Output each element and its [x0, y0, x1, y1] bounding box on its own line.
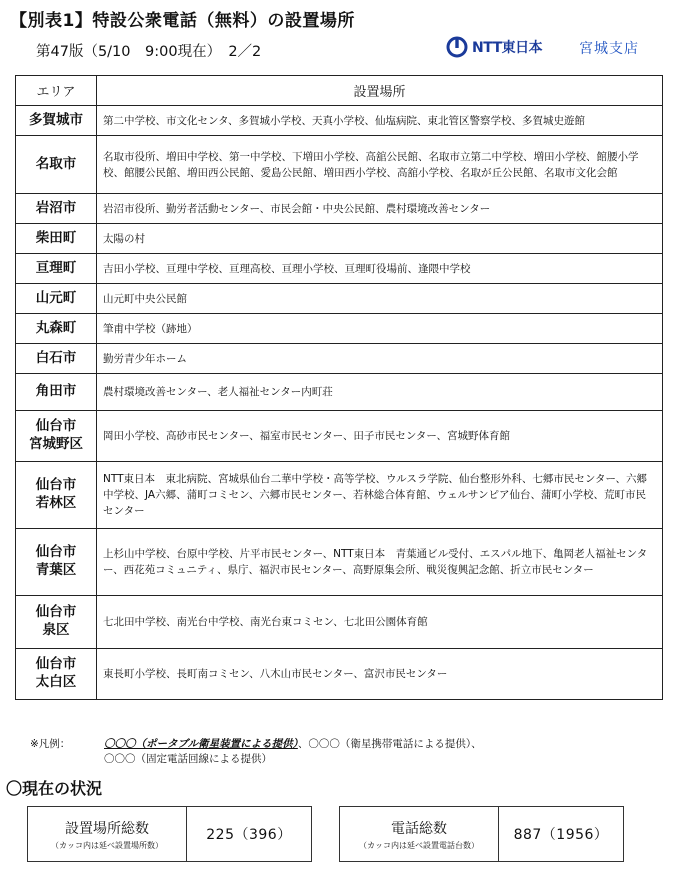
area-cell: 多賀城市	[16, 106, 97, 136]
table-row	[16, 462, 663, 529]
header-locations: 設置場所	[97, 76, 663, 106]
locations-cell: 太陽の村	[97, 224, 663, 254]
legend-separator: 、	[297, 738, 309, 750]
locations-cell: 筆甫中学校（跡地）	[97, 314, 663, 344]
table-row	[16, 649, 663, 700]
locations-cell: 勤労青少年ホーム	[97, 344, 663, 374]
sites-note: （カッコ内は延べ設置場所数）	[51, 840, 163, 850]
table-row	[16, 344, 663, 374]
table-row	[16, 106, 663, 136]
phones-label: 電話総数	[391, 820, 447, 837]
status-heading: 〇現在の状況	[6, 779, 103, 798]
header-area: エリア	[16, 76, 97, 106]
locations-cell: 東長町小学校、長町南コミセン、八木山市民センター、富沢市民センター	[97, 649, 663, 700]
area-cell: 亘理町	[16, 254, 97, 284]
phones-value: 887（1956）	[499, 807, 624, 862]
legend-line-1	[30, 737, 482, 752]
area-cell: 名取市	[16, 136, 97, 194]
area-cell: 仙台市 若林区	[16, 462, 97, 529]
ntt-logo-icon	[446, 36, 468, 58]
table-row	[16, 194, 663, 224]
area-cell: 仙台市 宮城野区	[16, 411, 97, 462]
locations-cell: 七北田中学校、南光台中学校、南光台東コミセン、七北田公園体育館	[97, 596, 663, 649]
table-row	[16, 411, 663, 462]
table-row	[16, 529, 663, 596]
legend-landline: 〇〇〇（固定電話回線による提供）	[104, 753, 272, 765]
locations-cell: 上杉山中学校、台原中学校、片平市民センター、NTT東日本 青葉通ビル受付、エスパル地下、亀岡老人福祉センター、西花苑コミュニティ、県庁、福沢市民センター、高野原集会所、戦災復興記念館、折立市民センター	[97, 529, 663, 596]
area-cell: 山元町	[16, 284, 97, 314]
sites-label-cell	[28, 807, 187, 862]
area-cell: 柴田町	[16, 224, 97, 254]
area-cell: 岩沼市	[16, 194, 97, 224]
phones-summary	[339, 806, 624, 862]
table-row	[16, 314, 663, 344]
table-header-row	[16, 76, 663, 106]
phones-label-cell	[340, 807, 499, 862]
legend-mobile: 〇〇〇（衛星携帯電話による提供）、	[308, 738, 482, 750]
area-cell: 仙台市 青葉区	[16, 529, 97, 596]
sites-value: 225（396）	[187, 807, 312, 862]
table-row	[16, 254, 663, 284]
table-row	[16, 136, 663, 194]
page-title: 【別表1】特設公衆電話（無料）の設置場所	[10, 11, 355, 31]
table-row	[16, 596, 663, 649]
area-cell: 仙台市 泉区	[16, 596, 97, 649]
branch-name: 宮城支店	[579, 41, 639, 57]
legend	[30, 737, 482, 767]
legend-satellite: 〇〇〇（ポータブル衛星装置による提供）	[104, 738, 298, 750]
area-cell: 丸森町	[16, 314, 97, 344]
table-row	[16, 224, 663, 254]
ntt-logo	[446, 36, 542, 58]
area-cell: 仙台市 太白区	[16, 649, 97, 700]
locations-cell: 名取市役所、増田中学校、第一中学校、下増田小学校、高舘公民館、名取市立第二中学校、増田小学校、館腰小学校、館腰公民館、増田西公民館、愛島公民館、増田西小学校、高舘小学校、名取が丘公民館、名取市文化会館	[97, 136, 663, 194]
legend-label: ※凡例：	[30, 738, 71, 750]
phones-note: （カッコ内は延べ設置電話台数）	[359, 840, 479, 850]
edition-info: 第47版（5/10 9:00現在） 2／2	[36, 44, 262, 60]
locations-table	[15, 75, 663, 700]
locations-cell: 岡田小学校、高砂市民センター、福室市民センター、田子市民センター、宮城野体育館	[97, 411, 663, 462]
sites-label: 設置場所総数	[65, 820, 149, 837]
locations-cell: 岩沼市役所、勤労者活動センター、市民会館・中央公民館、農村環境改善センター	[97, 194, 663, 224]
locations-cell: 山元町中央公民館	[97, 284, 663, 314]
sites-summary	[27, 806, 312, 862]
area-cell: 白石市	[16, 344, 97, 374]
table-row	[16, 284, 663, 314]
locations-cell: 農村環境改善センター、老人福祉センター内町荘	[97, 374, 663, 411]
logo-text: NTT東日本	[472, 40, 543, 56]
locations-cell: NTT東日本 東北病院、宮城県仙台二華中学校・高等学校、ウルスラ学院、仙台整形外科、七郷市民センター、六郷中学校、JA六郷、蒲町コミセン、六郷市民センター、若林総合体育館、ウェルサンピア仙台、蒲町小学校、荒町市民センター	[97, 462, 663, 529]
locations-cell: 吉田小学校、亘理中学校、亘理高校、亘理小学校、亘理町役場前、逢隈中学校	[97, 254, 663, 284]
area-cell: 角田市	[16, 374, 97, 411]
locations-cell: 第二中学校、市文化センタ、多賀城小学校、天真小学校、仙塩病院、東北管区警察学校、多賀城史遊館	[97, 106, 663, 136]
table-row	[16, 374, 663, 411]
